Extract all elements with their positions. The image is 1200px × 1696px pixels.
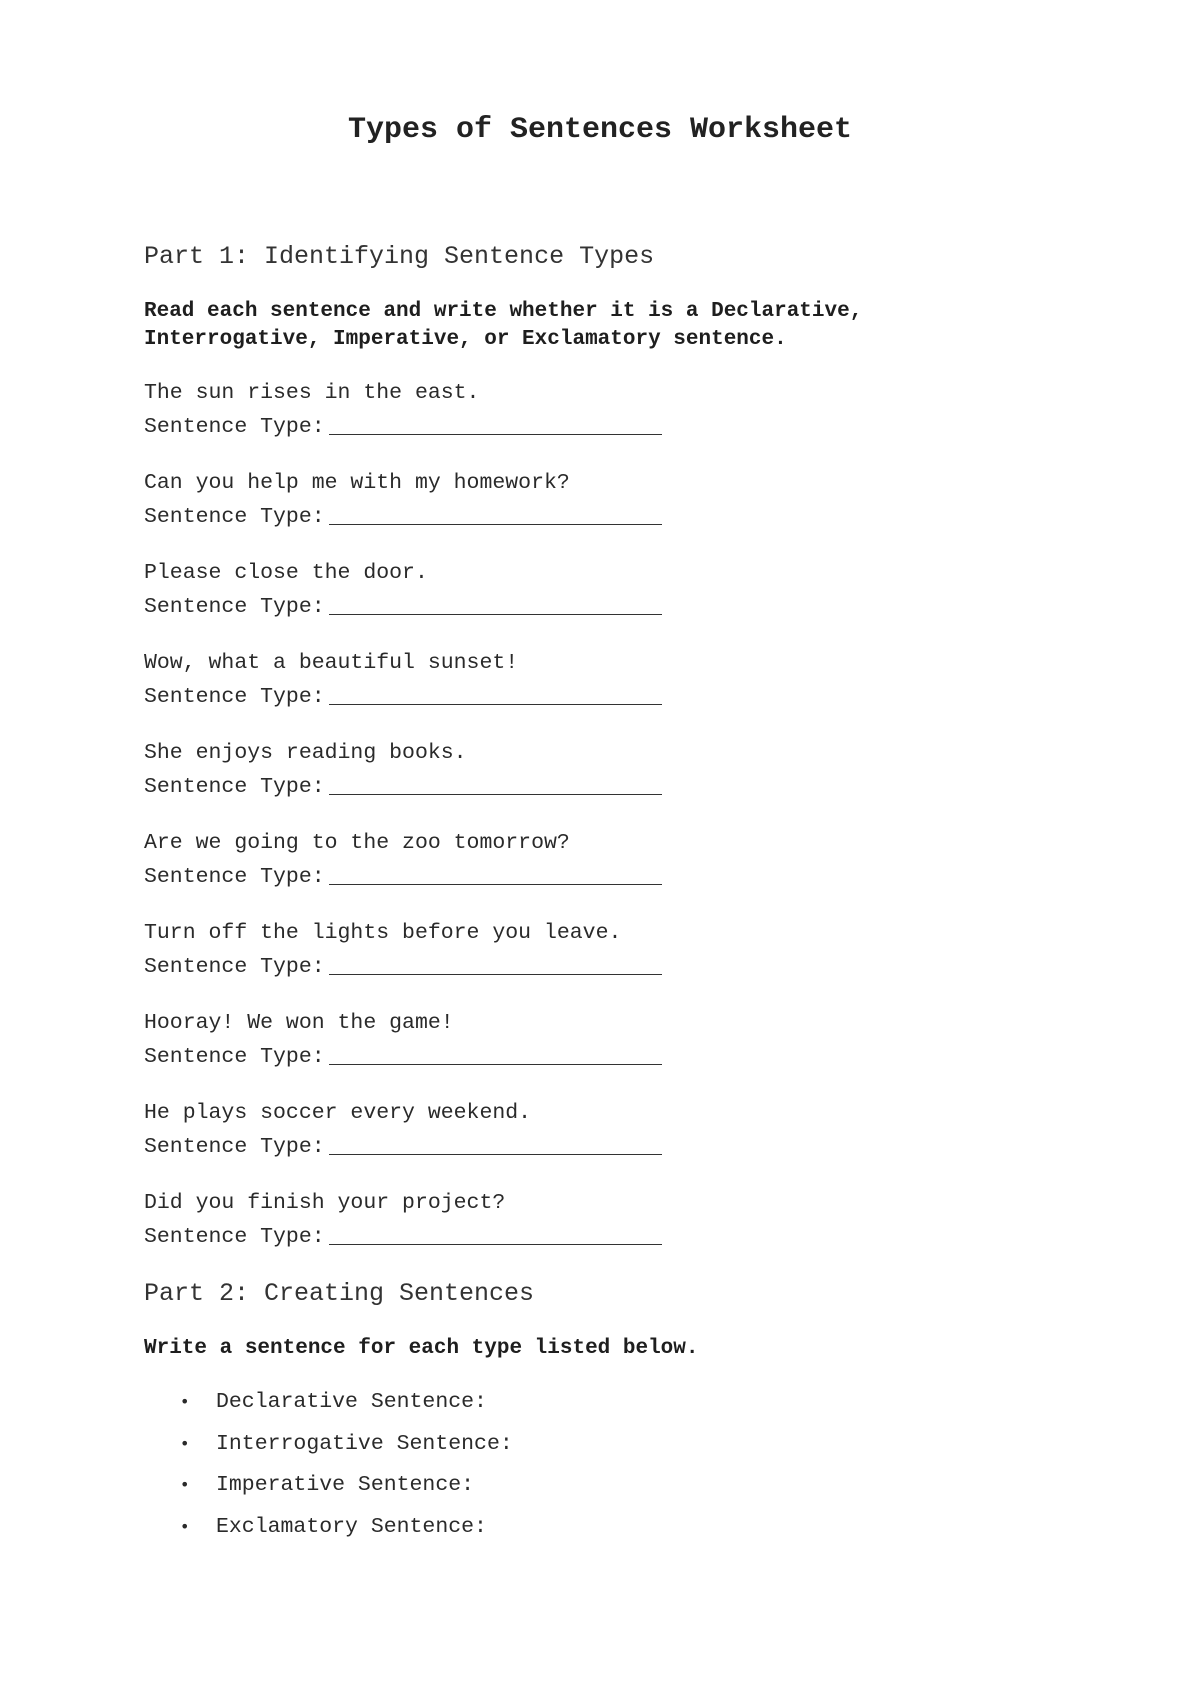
sentence-type-label: Sentence Type:	[144, 1135, 325, 1159]
sentence-text: Hooray! We won the game!	[144, 1011, 454, 1035]
sentence-type-list	[144, 1388, 1044, 1541]
bullet-icon: •	[180, 1475, 190, 1494]
sentence-type-label: Sentence Type:	[144, 775, 325, 799]
answer-blank[interactable]	[329, 500, 662, 525]
sentence-item	[144, 1099, 1044, 1161]
sentence-text: Can you help me with my homework?	[144, 471, 570, 495]
list-item	[180, 1430, 1044, 1458]
answer-blank[interactable]	[329, 860, 662, 885]
sentence-type-label: Sentence Type:	[144, 1225, 325, 1249]
sentence-type-label: Sentence Type:	[144, 505, 325, 529]
sentence-item	[144, 469, 1044, 531]
sentence-item	[144, 559, 1044, 621]
bullet-icon: •	[180, 1516, 190, 1536]
answer-blank[interactable]	[329, 1130, 662, 1155]
answer-blank[interactable]	[329, 950, 662, 975]
sentence-text: Did you finish your project?	[144, 1191, 506, 1215]
answer-blank[interactable]	[329, 770, 662, 795]
list-item-label: Interrogative Sentence:	[216, 1431, 513, 1456]
list-item	[180, 1513, 1044, 1541]
answer-blank[interactable]	[329, 590, 662, 615]
part1-instructions: Read each sentence and write whether it is a Declarative, Interrogative, Imperative, or Exclamatory sentence.	[144, 300, 863, 351]
answer-blank[interactable]	[329, 680, 662, 705]
sentence-type-label: Sentence Type:	[144, 955, 325, 979]
sentence-item	[144, 1189, 1044, 1251]
sentence-text: Are we going to the zoo tomorrow?	[144, 831, 570, 855]
part2-instructions: Write a sentence for each type listed below.	[144, 1337, 699, 1360]
bullet-icon: •	[180, 1433, 190, 1453]
sentence-text: The sun rises in the east.	[144, 381, 480, 405]
sentence-text: She enjoys reading books.	[144, 741, 467, 765]
answer-blank[interactable]	[329, 410, 662, 435]
list-item	[180, 1471, 1044, 1499]
sentence-text: Please close the door.	[144, 561, 428, 585]
part2-heading: Part 2: Creating Sentences	[144, 1279, 535, 1308]
part1-heading: Part 1: Identifying Sentence Types	[144, 242, 655, 271]
sentence-type-label: Sentence Type:	[144, 1045, 325, 1069]
sentence-type-label: Sentence Type:	[144, 415, 325, 439]
sentence-text: Wow, what a beautiful sunset!	[144, 651, 519, 675]
bullet-icon: •	[180, 1392, 190, 1411]
list-item-label: Imperative Sentence:	[216, 1473, 475, 1497]
list-item	[180, 1388, 1044, 1416]
worksheet-content	[144, 242, 1044, 1554]
answer-blank[interactable]	[329, 1220, 662, 1245]
page-title: Types of Sentences Worksheet	[347, 113, 853, 147]
sentence-type-label: Sentence Type:	[144, 865, 325, 889]
sentence-item	[144, 1009, 1044, 1071]
list-item-label: Declarative Sentence:	[216, 1390, 487, 1414]
sentence-text: Turn off the lights before you leave.	[144, 921, 622, 945]
sentence-type-label: Sentence Type:	[144, 595, 325, 619]
sentence-list	[144, 379, 1044, 1251]
list-item-label: Exclamatory Sentence:	[216, 1514, 487, 1539]
sentence-item	[144, 739, 1044, 801]
sentence-item	[144, 379, 1044, 441]
sentence-text: He plays soccer every weekend.	[144, 1101, 532, 1125]
sentence-item	[144, 919, 1044, 981]
answer-blank[interactable]	[329, 1040, 662, 1065]
sentence-item	[144, 829, 1044, 891]
sentence-type-label: Sentence Type:	[144, 685, 325, 709]
sentence-item	[144, 649, 1044, 711]
